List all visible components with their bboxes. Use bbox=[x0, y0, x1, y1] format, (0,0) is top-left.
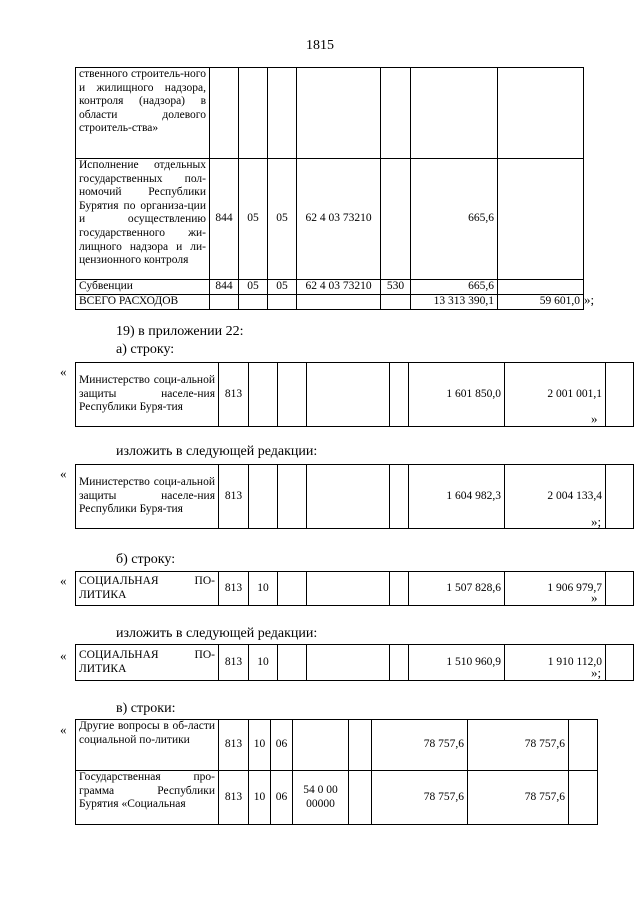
sum1-cell: 13 313 390,1 bbox=[411, 295, 498, 310]
rz-cell: 05 bbox=[239, 159, 268, 280]
table-row bbox=[76, 295, 584, 310]
page-number: 1815 bbox=[306, 38, 334, 53]
table-b-new bbox=[75, 644, 634, 681]
open-quote: « bbox=[60, 648, 67, 663]
rz-cell: 10 bbox=[249, 572, 278, 606]
table-row bbox=[76, 771, 598, 825]
sum1-cell: 665,6 bbox=[411, 280, 498, 295]
sum1-cell: 665,6 bbox=[411, 159, 498, 280]
csr-cell: 54 0 00 00000 bbox=[293, 771, 349, 825]
open-quote: « bbox=[60, 573, 67, 588]
close-quote: »; bbox=[591, 514, 602, 529]
table-c bbox=[75, 719, 598, 825]
table-row bbox=[76, 465, 634, 529]
gr-cell: 844 bbox=[210, 280, 239, 295]
row-name: Министерство соци-альной защиты населе-ния Республики Буря-тия bbox=[76, 465, 219, 529]
sum1-cell: 1 510 960,9 bbox=[409, 645, 505, 681]
sub-a-label: а) строку: bbox=[116, 342, 175, 357]
row-name: ственного строитель-ного и жилищного надзора, контроля (надзора) в области долевого строитель-ства» bbox=[76, 68, 210, 159]
close-quote: » bbox=[591, 590, 598, 605]
open-quote: « bbox=[60, 722, 67, 737]
sum2-cell bbox=[498, 280, 584, 295]
new-edition-label: изложить в следующей редакции: bbox=[116, 626, 318, 641]
table-a-new bbox=[75, 464, 634, 529]
pr-cell: 05 bbox=[268, 280, 297, 295]
gr-cell: 813 bbox=[219, 465, 249, 529]
row-name: Министерство соци-альной защиты населе-ния Республики Буря-тия bbox=[76, 363, 219, 427]
row-name: Исполнение отдельных государственных пол-номочий Республики Бурятия по организа-ции и осуществлению государственного жи-лищного надзора и ли-цензионного контроля bbox=[76, 159, 210, 280]
top-table bbox=[75, 67, 584, 310]
table-row bbox=[76, 572, 634, 606]
row-name: Субвенции bbox=[76, 280, 210, 295]
sum2-cell bbox=[498, 159, 584, 280]
gr-cell: 813 bbox=[219, 645, 249, 681]
table-row bbox=[76, 68, 584, 159]
sub-c-label: в) строки: bbox=[116, 701, 176, 716]
csr-cell: 62 4 03 73210 bbox=[297, 159, 381, 280]
sum1-cell: 78 757,6 bbox=[372, 720, 468, 771]
new-edition-label: изложить в следующей редакции: bbox=[116, 444, 318, 459]
vr-cell bbox=[381, 159, 411, 280]
vr-cell: 530 bbox=[381, 280, 411, 295]
gr-cell: 813 bbox=[219, 363, 249, 427]
row-name: Государственная про-грамма Республики Бурятия «Социальная bbox=[76, 771, 219, 825]
rz-cell: 10 bbox=[249, 645, 278, 681]
sum1-cell: 78 757,6 bbox=[372, 771, 468, 825]
sum2-cell: 2 001 001,1 bbox=[505, 363, 606, 427]
sum2-cell: 59 601,0 bbox=[498, 295, 584, 310]
table-row bbox=[76, 720, 598, 771]
close-quote: »; bbox=[591, 665, 602, 680]
pr-cell: 06 bbox=[271, 771, 293, 825]
gr-cell: 813 bbox=[219, 572, 249, 606]
sum1-cell: 1 507 828,6 bbox=[409, 572, 505, 606]
pr-cell: 06 bbox=[271, 720, 293, 771]
sum1-cell: 1 601 850,0 bbox=[409, 363, 505, 427]
close-quote: » bbox=[591, 411, 598, 426]
row-name: Другие вопросы в об-ласти социальной по-литики bbox=[76, 720, 219, 771]
row-name: СОЦИАЛЬНАЯ ПО-ЛИТИКА bbox=[76, 645, 219, 681]
open-quote: « bbox=[60, 466, 67, 481]
gr-cell: 844 bbox=[210, 159, 239, 280]
open-quote: « bbox=[60, 364, 67, 379]
sum2-cell: 1 906 979,7 bbox=[505, 572, 606, 606]
row-name: СОЦИАЛЬНАЯ ПО-ЛИТИКА bbox=[76, 572, 219, 606]
gr-cell: 813 bbox=[219, 720, 249, 771]
rz-cell: 10 bbox=[249, 771, 271, 825]
rz-cell: 05 bbox=[239, 280, 268, 295]
pr-cell: 05 bbox=[268, 159, 297, 280]
csr-cell: 62 4 03 73210 bbox=[297, 280, 381, 295]
sum2-cell: 1 910 112,0 bbox=[505, 645, 606, 681]
table-b-old bbox=[75, 571, 634, 606]
sum2-cell: 78 757,6 bbox=[468, 771, 569, 825]
sum2-cell: 78 757,6 bbox=[468, 720, 569, 771]
table-row bbox=[76, 159, 584, 280]
table-row bbox=[76, 363, 634, 427]
table-row bbox=[76, 280, 584, 295]
table-a-old bbox=[75, 362, 634, 427]
sub-b-label: б) строку: bbox=[116, 552, 176, 567]
row-name: ВСЕГО РАСХОДОВ bbox=[76, 295, 210, 310]
sum1-cell: 1 604 982,3 bbox=[409, 465, 505, 529]
gr-cell: 813 bbox=[219, 771, 249, 825]
rz-cell: 10 bbox=[249, 720, 271, 771]
item-19: 19) в приложении 22: bbox=[116, 324, 244, 339]
csr-cell bbox=[293, 720, 349, 771]
table-row bbox=[76, 645, 634, 681]
sum2-cell: 2 004 133,4 bbox=[505, 465, 606, 529]
close-quote: »; bbox=[584, 292, 595, 307]
